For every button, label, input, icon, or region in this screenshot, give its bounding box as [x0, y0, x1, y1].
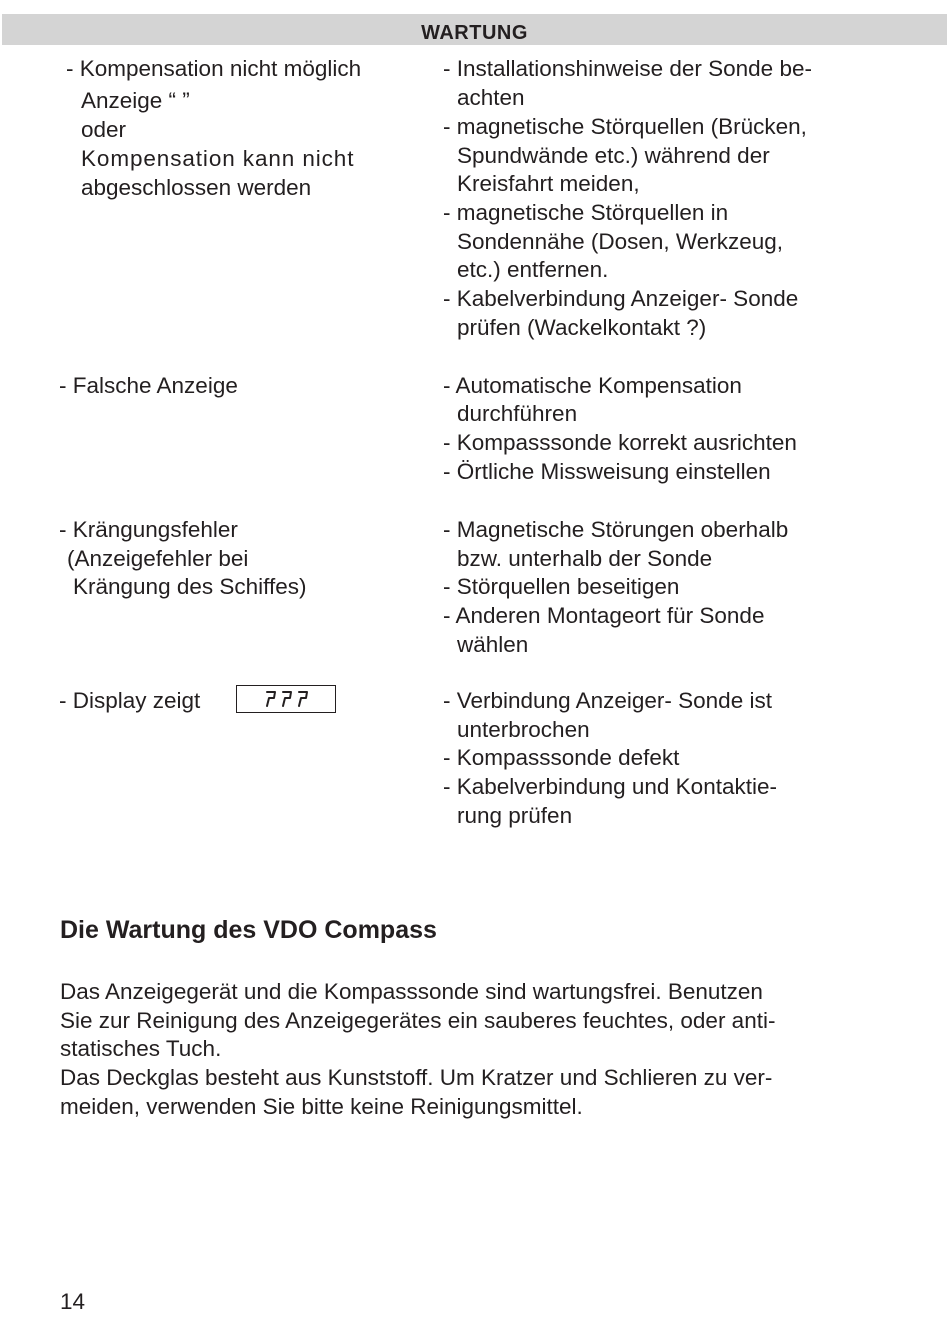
remedy-text: rung prüfen — [457, 803, 573, 828]
section-title: Die Wartung des VDO Compass — [60, 916, 437, 944]
question-marks-segment-icon — [263, 689, 315, 709]
fault-text: - Krängungsfehler — [59, 517, 238, 542]
remedy-text: unterbrochen — [457, 717, 590, 742]
remedy-text: bzw. unterhalb der Sonde — [457, 546, 713, 571]
fault-text: - Display zeigt — [59, 688, 201, 713]
remedy-text: - Verbindung Anzeiger- Sonde ist — [443, 688, 772, 713]
remedy-text: Kreisfahrt meiden, — [457, 171, 640, 196]
remedy-text: etc.) entfernen. — [457, 257, 609, 282]
remedy-text: - Kompasssonde defekt — [443, 745, 680, 770]
fault-text: Kompensation kann nicht — [81, 146, 355, 171]
remedy-text: achten — [457, 85, 525, 110]
remedy-text: - magnetische Störquellen (Brücken, — [443, 114, 807, 139]
fault-text: - Falsche Anzeige — [59, 373, 238, 398]
remedy-text: - Kabelverbindung Anzeiger- Sonde — [443, 286, 799, 311]
remedy-text: - magnetische Störquellen in — [443, 200, 729, 225]
remedy-text: Sondennähe (Dosen, Werkzeug, — [457, 229, 784, 254]
fault-text: oder — [81, 117, 127, 142]
remedy-text: - Örtliche Missweisung einstellen — [443, 459, 771, 484]
remedy-text: Spundwände etc.) während der — [457, 143, 770, 168]
paragraph-line: Das Deckglas besteht aus Kunststoff. Um Kratzer und Schlieren zu ver- — [60, 1065, 773, 1090]
remedy-text: - Installationshinweise der Sonde be- — [443, 56, 812, 81]
remedy-text: - Kompasssonde korrekt ausrichten — [443, 430, 797, 455]
paragraph-line: Das Anzeigegerät und die Kompasssonde sind wartungsfrei. Benutzen — [60, 979, 763, 1004]
remedy-text: - Kabelverbindung und Kontaktie- — [443, 774, 777, 799]
remedy-text: prüfen (Wackelkontakt ?) — [457, 315, 707, 340]
paragraph-line: meiden, verwenden Sie bitte keine Reinigungsmittel. — [60, 1094, 583, 1119]
paragraph-line: Sie zur Reinigung des Anzeigegerätes ein sauberes feuchtes, oder anti- — [60, 1008, 776, 1033]
fault-text: Krängung des Schiffes) — [73, 574, 307, 599]
remedy-text: - Störquellen beseitigen — [443, 574, 680, 599]
remedy-text: - Automatische Kompensation — [443, 373, 742, 398]
fault-text: abgeschlossen werden — [81, 175, 312, 200]
page-number: 14 — [60, 1289, 86, 1314]
paragraph-line: statisches Tuch. — [60, 1036, 222, 1061]
lcd-display-icon — [236, 685, 336, 713]
remedy-text: - Anderen Montageort für Sonde — [443, 603, 765, 628]
fault-text: Anzeige “ ” — [81, 88, 190, 113]
fault-text: - Kompensation nicht möglich — [66, 56, 362, 81]
fault-text: (Anzeigefehler bei — [67, 546, 249, 571]
remedy-text: - Magnetische Störungen oberhalb — [443, 517, 789, 542]
section-header: WARTUNG — [2, 14, 947, 45]
remedy-text: durchführen — [457, 401, 578, 426]
remedy-text: wählen — [457, 632, 529, 657]
